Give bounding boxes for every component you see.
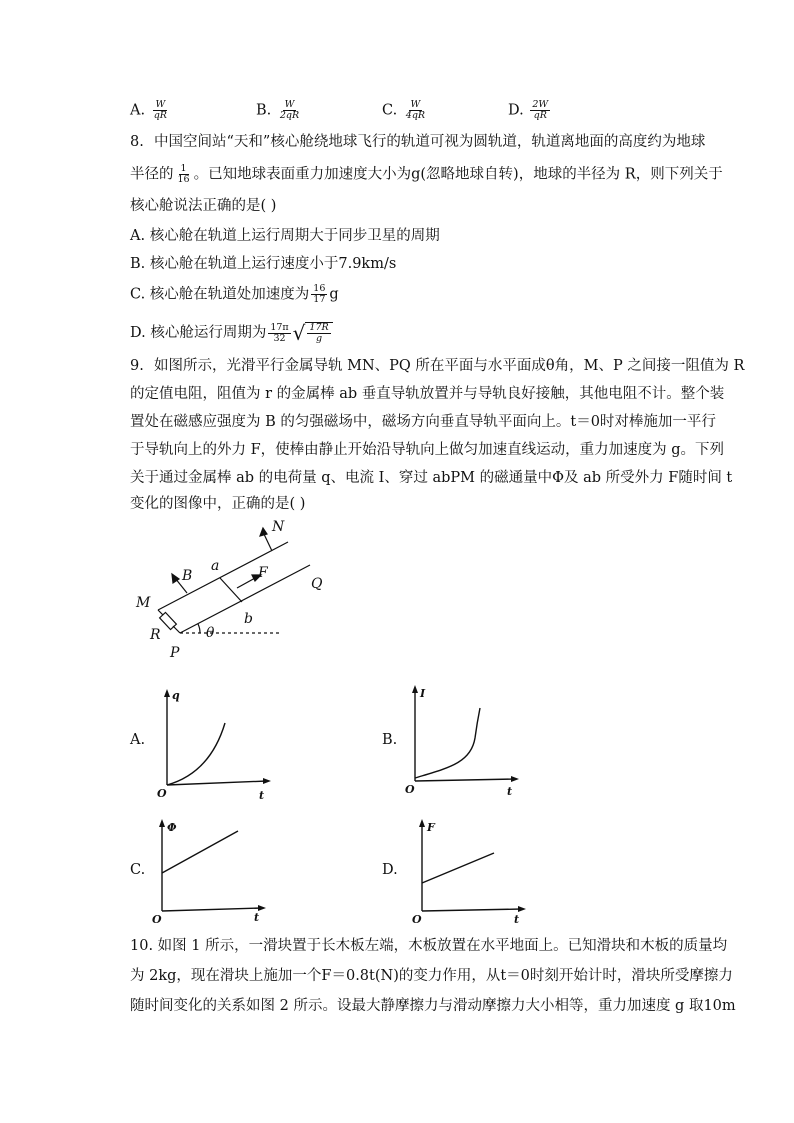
rail-mn (158, 542, 288, 610)
q8-number: 8. (130, 134, 144, 150)
q9-stem-line3: 置处在磁感应强度为 B 的匀强磁场中，磁场方向垂直导轨平面向上。t＝0时对棒施加一平行 (130, 414, 716, 430)
q8-option-d-fraction: $\frac{17\pi}{32}$ (270, 321, 289, 344)
label-theta: θ (206, 625, 215, 641)
graph-d-x-label: t (514, 913, 520, 925)
q9-stem-line1: 9. 如图所示，光滑平行金属导轨 MN、PQ 所在平面与水平面成θ角，M、P 之间接一阻值为 R (130, 358, 745, 374)
q9-stem-line2: 的定值电阻，阻值为 r 的金属棒 ab 垂直导轨放置并与导轨良好接触，其他电阻不计。整个装 (130, 386, 725, 402)
label-a: a (211, 558, 220, 574)
line-phi (162, 831, 238, 873)
graph-c-x-label: t (254, 911, 260, 924)
graph-c-origin: O (152, 913, 162, 925)
graph-d-origin: O (412, 913, 422, 925)
q9-graph-c[interactable] (150, 815, 270, 925)
graph-c-y-label: Φ (167, 821, 177, 834)
curve-q (167, 723, 225, 785)
q10-stem-line3: 随时间变化的关系如图 2 所示。设最大静摩擦力与滑动摩擦力大小相等，重力加速度 g 取10m (130, 998, 736, 1014)
q8-stem-line1: 8. 中国空间站“天和”核心舱绕地球飞行的轨道可视为圆轨道，轨道离地面的高度约为地球 (130, 134, 706, 150)
q9-graph-c-label[interactable]: C. (130, 862, 146, 878)
q9-rail-figure (120, 515, 340, 665)
q7-option-d[interactable]: D. $\frac{2W}{qR}$ (508, 99, 549, 121)
q8-option-d-sqrt: √ $\frac{17R}{g}$ (293, 322, 333, 344)
label-n: N (272, 519, 285, 535)
q7-option-c-fraction: $\frac{W}{4qR}$ (405, 99, 426, 121)
q9-graph-b-label[interactable]: B. (382, 732, 398, 748)
graph-a-origin: O (157, 787, 167, 800)
q8-option-c-fraction: $\frac{16}{17}$ (313, 283, 326, 305)
curve-i (415, 708, 480, 778)
q10-stem-line2: 为 2kg，现在滑块上施加一个F＝0.8t(N)的变力作用，从t＝0时刻开始计时，滑块所受摩擦力 (130, 968, 733, 984)
q8-option-a[interactable]: A. 核心舱在轨道上运行周期大于同步卫星的周期 (130, 228, 440, 244)
q9-stem-line5: 关于通过金属棒 ab 的电荷量 q、电流 I、穿过 abPM 的磁通量中Φ及 ab 所受外力 F随时间 t (130, 470, 733, 486)
q9-stem-line6: 变化的图像中，正确的是( ) (130, 496, 306, 512)
graph-d-y-label: F (427, 821, 435, 834)
theta-arc (198, 624, 200, 633)
label-r: R (150, 627, 161, 643)
graph-a-x-label: t (259, 789, 265, 802)
q8-option-c[interactable]: C. 核心舱在轨道处加速度为 $\frac{16}{17}$ g (130, 283, 339, 305)
q9-graph-b[interactable] (403, 683, 523, 803)
q9-graph-a-label[interactable]: A. (130, 732, 146, 748)
label-b-point: b (244, 611, 253, 627)
rod-ab (220, 578, 242, 602)
q9-stem-line4: 于导轨向上的外力 F，使棒由静止开始沿导轨向上做匀加速直线运动，重力加速度为 g。下列 (130, 442, 725, 458)
q8-height-fraction: $\frac{1}{16}$ (177, 163, 190, 185)
q10-stem-line1: 10. 如图 1 所示，一滑块置于长木板左端，木板放置在水平地面上。已知滑块和木板的质量均 (130, 938, 728, 954)
q9-number: 9. (130, 358, 144, 374)
graph-b-x-label: t (507, 785, 513, 798)
line-f (422, 853, 494, 883)
graph-b-origin: O (405, 783, 415, 796)
q9-graph-d[interactable] (410, 815, 530, 925)
label-p: P (170, 645, 180, 661)
q9-graph-d-label[interactable]: D. (382, 862, 398, 878)
q8-stem-line3: 核心舱说法正确的是( ) (130, 198, 277, 214)
graph-a-y-label: q (172, 689, 180, 702)
q8-option-d[interactable]: D. 核心舱运行周期为 $\frac{17\pi}{32}$ √ $\frac{17R}{g}$ (130, 322, 333, 344)
q7-option-c[interactable]: C. $\frac{W}{4qR}$ (382, 99, 426, 121)
graph-b-y-label: I (420, 687, 426, 700)
q7-option-b[interactable]: B. $\frac{W}{2qR}$ (256, 99, 300, 121)
q7-option-a[interactable]: A. $\frac{W}{qR}$ (130, 99, 167, 121)
label-m: M (136, 595, 151, 611)
label-f: F (258, 565, 268, 581)
q7-option-d-fraction: $\frac{2W}{qR}$ (532, 99, 549, 121)
label-q: Q (311, 576, 323, 592)
label-b-field: B (182, 568, 193, 584)
q9-graph-a[interactable] (155, 685, 275, 805)
q7-option-a-fraction: $\frac{W}{qR}$ (153, 99, 167, 121)
q7-option-b-fraction: $\frac{W}{2qR}$ (279, 99, 300, 121)
q8-option-b[interactable]: B. 核心舱在轨道上运行速度小于7.9km/s (130, 256, 397, 272)
q10-number: 10. (130, 938, 154, 954)
q8-stem-line2: 半径的 $\frac{1}{16}$ 。已知地球表面重力加速度大小为g(忽略地球自转)，地球的半径为 R，则下列关于 (130, 163, 723, 185)
